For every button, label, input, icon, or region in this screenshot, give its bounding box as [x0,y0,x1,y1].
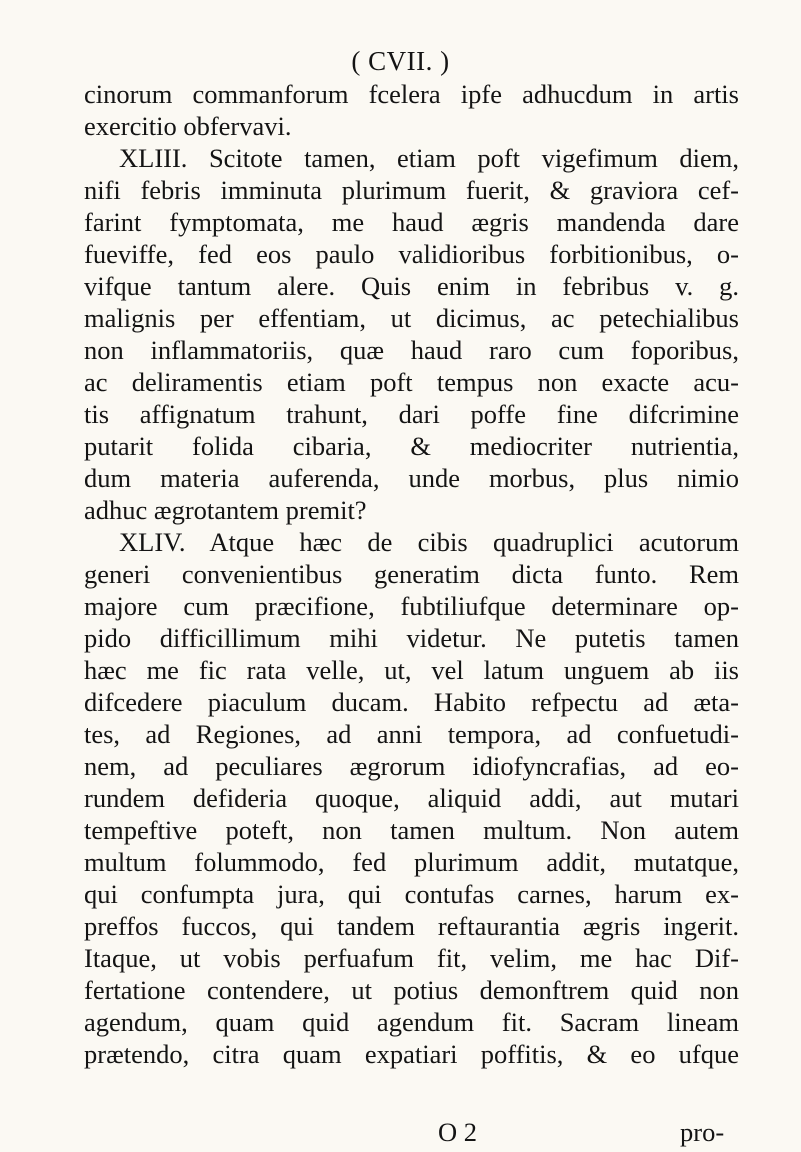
text-line: hæc me fic rata velle, ut, vel latum unguem ab iis [84,655,739,685]
text-line: fueviffe, fed eos paulo validioribus forbitionibus, o- [84,239,739,269]
text-line: fertatione contendere, ut potius demonftrem quid non [84,975,739,1005]
text-line: rundem defideria quoque, aliquid addi, aut mutari [84,783,739,813]
text-line: XLIV. Atque hæc de cibis quadruplici acutorum [119,527,739,557]
text-line: multum folummodo, fed plurimum addit, mutatque, [84,847,739,877]
text-line: pido difficillimum mihi videtur. Ne putetis tamen [84,623,739,653]
text-line: agendum, quam quid agendum fit. Sacram lineam [84,1007,739,1037]
text-line: putarit folida cibaria, & mediocriter nutrientia, [84,431,739,461]
text-line: tes, ad Regiones, ad anni tempora, ad confuetudi- [84,719,739,749]
signature-mark: O 2 [438,1117,478,1147]
text-line: prætendo, citra quam expatiari poffitis, & eo ufque [84,1039,739,1069]
text-line: exercitio obfervavi. [84,111,292,141]
text-line: XLIII. Scitote tamen, etiam poft vigefimum diem, [119,143,739,173]
text-line: tis affignatum trahunt, dari poffe fine difcrimine [84,399,739,429]
text-line: preffos fuccos, qui tandem reftaurantia ægris ingerit. [84,911,739,941]
text-line: dum materia auferenda, unde morbus, plus nimio [84,463,739,493]
catchword: pro- [680,1117,725,1147]
text-line: nifi febris imminuta plurimum fuerit, & graviora cef- [84,175,739,205]
text-line: adhuc ægrotantem premit? [84,495,367,525]
text-line: Itaque, ut vobis perfuafum fit, velim, me hac Dif- [84,943,739,973]
text-line: qui confumpta jura, qui contufas carnes, harum ex- [84,879,739,909]
text-line: nem, ad peculiares ægrorum idiofyncrafias, ad eo- [84,751,739,781]
text-line: majore cum præcifione, fubtiliufque determinare op- [84,591,739,621]
text-line: difcedere piaculum ducam. Habito refpectu ad æta- [84,687,739,717]
text-line: cinorum commanforum fcelera ipfe adhucdum in artis [84,79,739,109]
text-line: tempeftive poteft, non tamen multum. Non autem [84,815,739,845]
page-number-header: ( CVII. ) [351,46,450,76]
text-line: ac deliramentis etiam poft tempus non exacte acu- [84,367,739,397]
page-footer [0,1116,801,1148]
text-line: generi convenientibus generatim dicta funto. Rem [84,559,739,589]
text-line: farint fymptomata, me haud ægris mandenda dare [84,207,739,237]
text-line: non inflammatoriis, quæ haud raro cum foporibus, [84,335,739,365]
text-line: malignis per effentiam, ut dicimus, ac petechialibus [84,303,739,333]
text-line: vifque tantum alere. Quis enim in febribus v. g. [84,271,739,301]
